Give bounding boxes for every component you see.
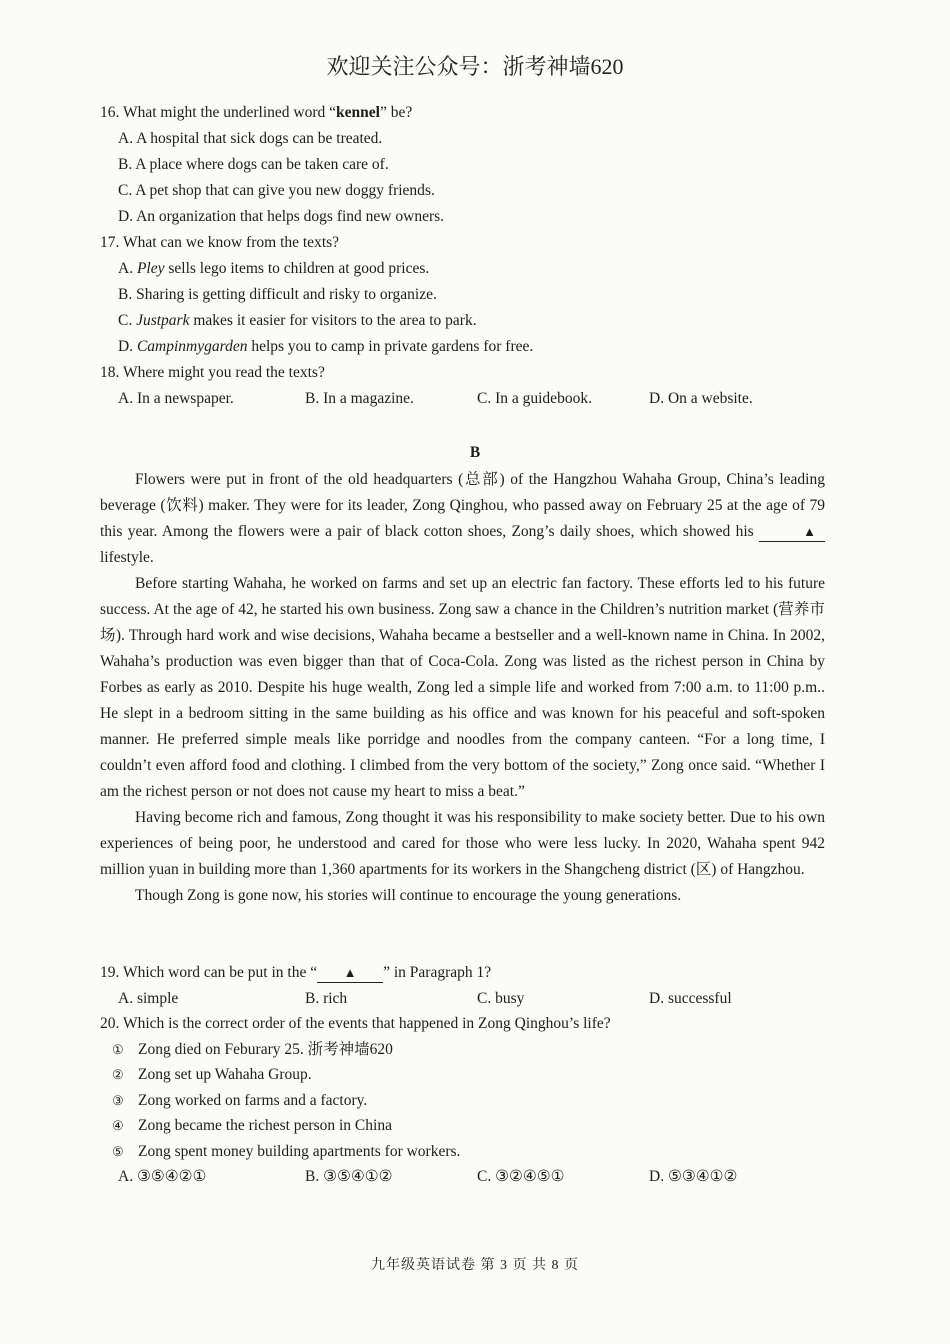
option-letter: B.: [118, 286, 137, 303]
q20-event-2: [100, 1062, 825, 1088]
paragraph-2: Before starting Wahaha, he worked on farms and set up an electric fan factory. These efforts led to his future success. At the age of 42, he started his own business. Zong saw a chance in the Children’s nutrition market (营养市场). Through hard work and wise decisions, Wahaha became a bestseller and a well-known name in China. In 2002, Wahaha’s production was even bigger than that of Coca-Cola. Zong was listed as the richest person in China by Forbes as early as 2010. Despite his huge wealth, Zong led a simple life and worked from 7:00 a.m. to 11:00 p.m.. He slept in a bedroom sitting in the same building as his office and was known for his peaceful and soft-spoken manner. He preferred simple meals like porridge and noodles from the company canteen. “For a long time, I couldn’t even afford food and clothing. I climbed from the very bottom of the society,” Zong once said. “Whether I am the richest person or not does not cause my heart to miss a beat.”: [100, 575, 825, 800]
paragraph-text: Flowers were put in front of the old headquarters (总部) of the Hangzhou Wahaha Group, China’s leading beverage (饮料) maker. They were for its leader, Zong Qinghou, who passed away on February 25 at the age of 79 this year. Among the flowers were a pair of black cotton shoes, Zong’s daily shoes, which showed his: [100, 471, 825, 540]
reading-passage-b: [100, 467, 825, 909]
option-letter: A.: [118, 260, 137, 277]
q20-options: [100, 1164, 825, 1190]
q20-event-1: [100, 1037, 825, 1063]
q17-option-b: [100, 282, 825, 308]
option-name: Campinmygarden: [136, 338, 248, 355]
paragraph-3: Having become rich and famous, Zong thought it was his responsibility to make society better. Due to his own experiences of being poor, he understood and cared for those who were less lucky. In 2020, Wahaha spent 942 million yuan in building more than 1,360 apartments for its workers in the Shangcheng district (区) of Hangzhou.: [100, 809, 825, 878]
event-number: ②: [112, 1067, 124, 1082]
q16-option-d: D. An organization that helps dogs find new owners.: [118, 208, 445, 225]
header-text: 欢迎关注公众号：浙考神墙620: [326, 54, 624, 79]
q16-option-b: B. A place where dogs can be taken care of.: [118, 156, 389, 173]
option-name: Pley: [136, 260, 165, 277]
questions-16-18: [100, 100, 825, 412]
q18-option-b: B. In a magazine.: [305, 390, 414, 407]
event-number: ③: [112, 1092, 124, 1108]
q18-option-a: A. In a newspaper.: [118, 390, 234, 407]
stem-text: 16. What might the underlined word “: [100, 104, 337, 121]
event-text: Zong died on Feburary 25. 浙考神墙620: [138, 1040, 393, 1058]
q17-option-d: [100, 334, 825, 360]
q19-option-a: A. simple: [118, 989, 179, 1007]
q17-option-a: [100, 256, 825, 282]
q20-event-5: [100, 1139, 825, 1165]
option-letter: C.: [118, 312, 137, 329]
option-letter: D.: [118, 338, 137, 355]
paragraph-1: [100, 467, 825, 571]
stem-text: ” be?: [379, 104, 413, 121]
option-text: makes it easier for visitors to the area to park.: [189, 312, 477, 329]
q16-option-a: A. A hospital that sick dogs can be treated.: [118, 130, 383, 147]
q19-option-d: D. successful: [649, 989, 732, 1007]
q19-option-b: B. rich: [305, 989, 348, 1007]
option-name: Justpark: [136, 312, 190, 329]
option-text: Sharing is getting difficult and risky to organize.: [136, 286, 437, 303]
watermark-header: [0, 50, 950, 81]
q17-option-c: [100, 308, 825, 334]
page-footer: 九年级英语试卷 第 3 页 共 8 页: [371, 1258, 579, 1273]
q18-option-c: C. In a guidebook.: [477, 390, 592, 407]
keyword-kennel: kennel: [336, 104, 380, 121]
question-18-stem: 18. Where might you read the texts?: [100, 364, 325, 381]
q19-option-c: C. busy: [477, 989, 525, 1007]
q20-event-4: [100, 1113, 825, 1139]
event-text: Zong set up Wahaha Group.: [138, 1066, 312, 1083]
q20-option-b: B. ③⑤④①②: [305, 1168, 393, 1185]
event-number: ①: [112, 1041, 124, 1057]
event-text: Zong became the richest person in China: [138, 1117, 392, 1134]
section-heading-b: B: [469, 444, 481, 461]
questions-19-20: [100, 960, 825, 1190]
q18-options: [100, 386, 825, 412]
blank-triangle: ▲: [759, 523, 825, 542]
q20-option-d: D. ⑤③④①②: [649, 1168, 738, 1185]
question-19-stem: [100, 960, 825, 986]
paragraph-4: Though Zong is gone now, his stories will continue to encourage the young generations.: [135, 887, 682, 904]
option-text: helps you to camp in private gardens for free.: [247, 338, 534, 355]
q20-event-3: [100, 1088, 825, 1114]
event-text: Zong spent money building apartments for workers.: [138, 1142, 461, 1160]
stem-text: 19. Which word can be put in the “: [100, 964, 318, 981]
question-16-stem: [100, 100, 825, 126]
option-text: sells lego items to children at good prices.: [164, 260, 430, 277]
question-17-stem: 17. What can we know from the texts?: [100, 234, 340, 251]
paragraph-text: lifestyle.: [100, 549, 154, 566]
q16-option-c: C. A pet shop that can give you new doggy friends.: [118, 182, 435, 199]
stem-text: ” in Paragraph 1?: [383, 964, 492, 981]
question-20-stem: 20. Which is the correct order of the events that happened in Zong Qinghou’s life?: [100, 1015, 611, 1032]
blank-triangle: ▲: [317, 964, 383, 983]
q20-option-a: A. ③⑤④②①: [118, 1168, 207, 1185]
q18-option-d: D. On a website.: [649, 390, 753, 407]
q19-options: [100, 986, 825, 1012]
event-number: ⑤: [112, 1143, 124, 1159]
event-number: ④: [112, 1118, 124, 1133]
q20-option-c: C. ③②④⑤①: [477, 1168, 565, 1185]
event-text: Zong worked on farms and a factory.: [138, 1091, 368, 1109]
